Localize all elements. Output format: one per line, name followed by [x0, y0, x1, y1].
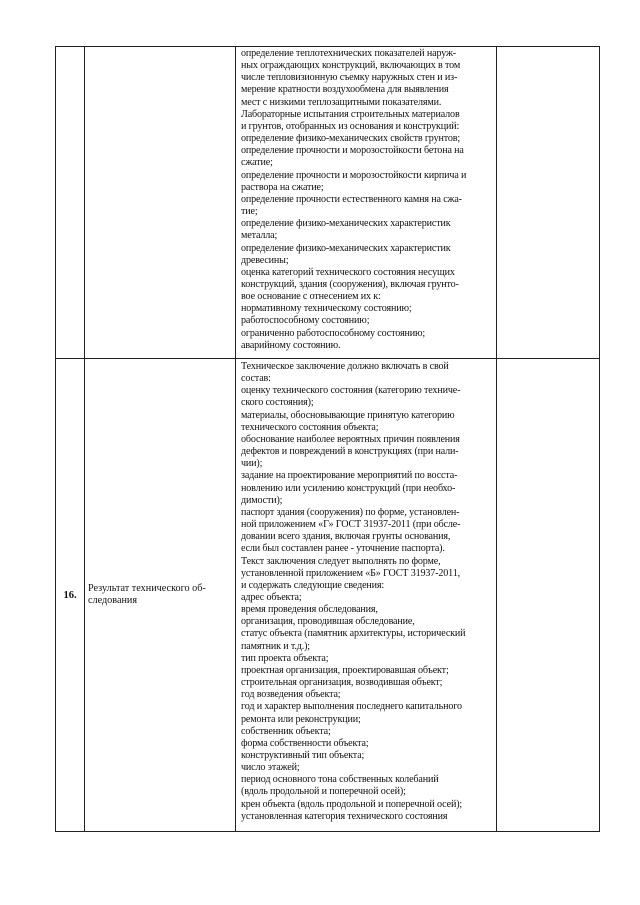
description-line: тип проекта объекта;: [241, 652, 329, 664]
description-line: раствора на сжатие;: [241, 181, 324, 193]
description-line: год и характер выполнения последнего капитального: [241, 701, 462, 713]
description-line: время проведения обследования,: [241, 604, 378, 616]
description-line: ского состояния);: [241, 397, 314, 409]
description-line: конструкций, здания (сооружения), включая грунто-: [241, 278, 459, 290]
description-line: димости);: [241, 494, 283, 506]
description-line: собственник объекта;: [241, 725, 331, 737]
description-line: ремонта или реконструкции;: [241, 713, 361, 725]
description-line: организация, проводившая обследование,: [241, 616, 415, 628]
description-line: определение прочности и морозостойкости кирпича и: [241, 169, 467, 181]
description-line: определение прочности естественного камня на сжа-: [241, 193, 462, 205]
row-name-line: следования: [88, 595, 138, 606]
description-line: металла;: [241, 230, 278, 242]
description-line: паспорт здания (сооружения) по форме, установлен-: [241, 506, 460, 518]
description-line: определение физико-механических свойств грунтов;: [241, 133, 461, 145]
description-line: Лабораторные испытания строительных материалов: [241, 108, 460, 120]
description-line: материалы, обосновывающие принятую категорию: [241, 409, 455, 421]
description-line: установленная категория технического состояния: [241, 810, 448, 822]
description-line: форма собственности объекта;: [241, 737, 369, 749]
table-column-divider: [496, 47, 497, 831]
document-table: [55, 46, 600, 832]
description-line: определение теплотехнических показателей наруж-: [241, 48, 457, 59]
description-line: памятник и т.д.);: [241, 640, 310, 652]
description-line: довании всего здания, включая грунты основания,: [241, 531, 451, 543]
description-line: определение физико-механических характеристик: [241, 218, 451, 230]
description-line: год возведения объекта;: [241, 689, 341, 701]
description-line: период основного тона собственных колебаний: [241, 774, 439, 786]
description-line: тие;: [241, 206, 258, 218]
description-line: обоснование наиболее вероятных причин появления: [241, 433, 460, 445]
description-line: статус объекта (памятник архитектуры, исторический: [241, 628, 466, 640]
row-number: 16.: [63, 589, 77, 601]
row-16-name-cell: [88, 359, 233, 831]
description-line: (вдоль продольной и поперечной осей);: [241, 786, 406, 798]
description-line: определение прочности и морозостойкости бетона на: [241, 145, 464, 157]
description-line: и содержать следующие сведения:: [241, 579, 385, 591]
row-16-number-cell: [56, 359, 84, 831]
row-16-description-cell: [238, 361, 495, 831]
description-line: адрес объекта;: [241, 591, 302, 603]
description-line: состав:: [241, 373, 271, 385]
description-line: Техническое заключение должно включать в свой: [241, 361, 449, 372]
description-line: ных ограждающих конструкций, включающих в том: [241, 60, 461, 72]
description-line: оценка категорий технического состояния несущих: [241, 266, 455, 278]
description-line: ограниченно работоспособному состоянию;: [241, 327, 425, 339]
description-line: работоспособному состоянию;: [241, 315, 370, 327]
description-line: определение физико-механических характеристик: [241, 242, 451, 254]
description-line: число этажей;: [241, 762, 300, 774]
description-line: мерение кратности воздухообмена для выявления: [241, 84, 449, 96]
description-line: задание на проектирование мероприятий по восста-: [241, 470, 458, 482]
description-line: если был составлен ранее - уточнение паспорта).: [241, 543, 445, 555]
description-line: конструктивный тип объекта;: [241, 750, 365, 761]
row-name-line: Результат технического об-: [88, 582, 206, 594]
row-15-description-cell: [238, 48, 495, 357]
description-line: новлению или усилению конструкций (при необхо-: [241, 482, 456, 494]
description-line: нормативному техническому состоянию;: [241, 303, 412, 315]
description-line: вое основание с отнесением их к:: [241, 291, 381, 303]
description-line: сжатие;: [241, 157, 273, 169]
description-line: Текст заключения следует выполнять по форме,: [241, 555, 441, 567]
description-line: дефектов и повреждений в конструкциях (при нали-: [241, 446, 459, 458]
description-line: аварийному состоянию.: [241, 339, 341, 351]
description-line: ной приложением «Г» ГОСТ 31937-2011 (при обсле-: [241, 519, 461, 531]
description-line: строительная организация, возводившая объект;: [241, 677, 443, 689]
description-line: проектная организация, проектировавшая объект;: [241, 664, 449, 676]
description-line: и грунтов, отобранных из основания и конструкций:: [241, 120, 460, 132]
description-line: числе тепловизионную съемку наружных стен и из-: [241, 72, 458, 84]
description-line: установленной приложением «Б» ГОСТ 31937-2011,: [241, 567, 460, 579]
description-line: крен объекта (вдоль продольной и поперечной осей);: [241, 798, 463, 810]
description-line: технического состояния объекта;: [241, 421, 379, 433]
table-column-divider: [235, 47, 236, 831]
description-line: мест с низкими теплозащитными показателями.: [241, 96, 442, 108]
description-line: чии);: [241, 458, 263, 470]
table-column-divider: [84, 47, 85, 831]
description-line: древесины;: [241, 254, 289, 266]
description-line: оценку технического состояния (категорию техниче-: [241, 385, 461, 397]
